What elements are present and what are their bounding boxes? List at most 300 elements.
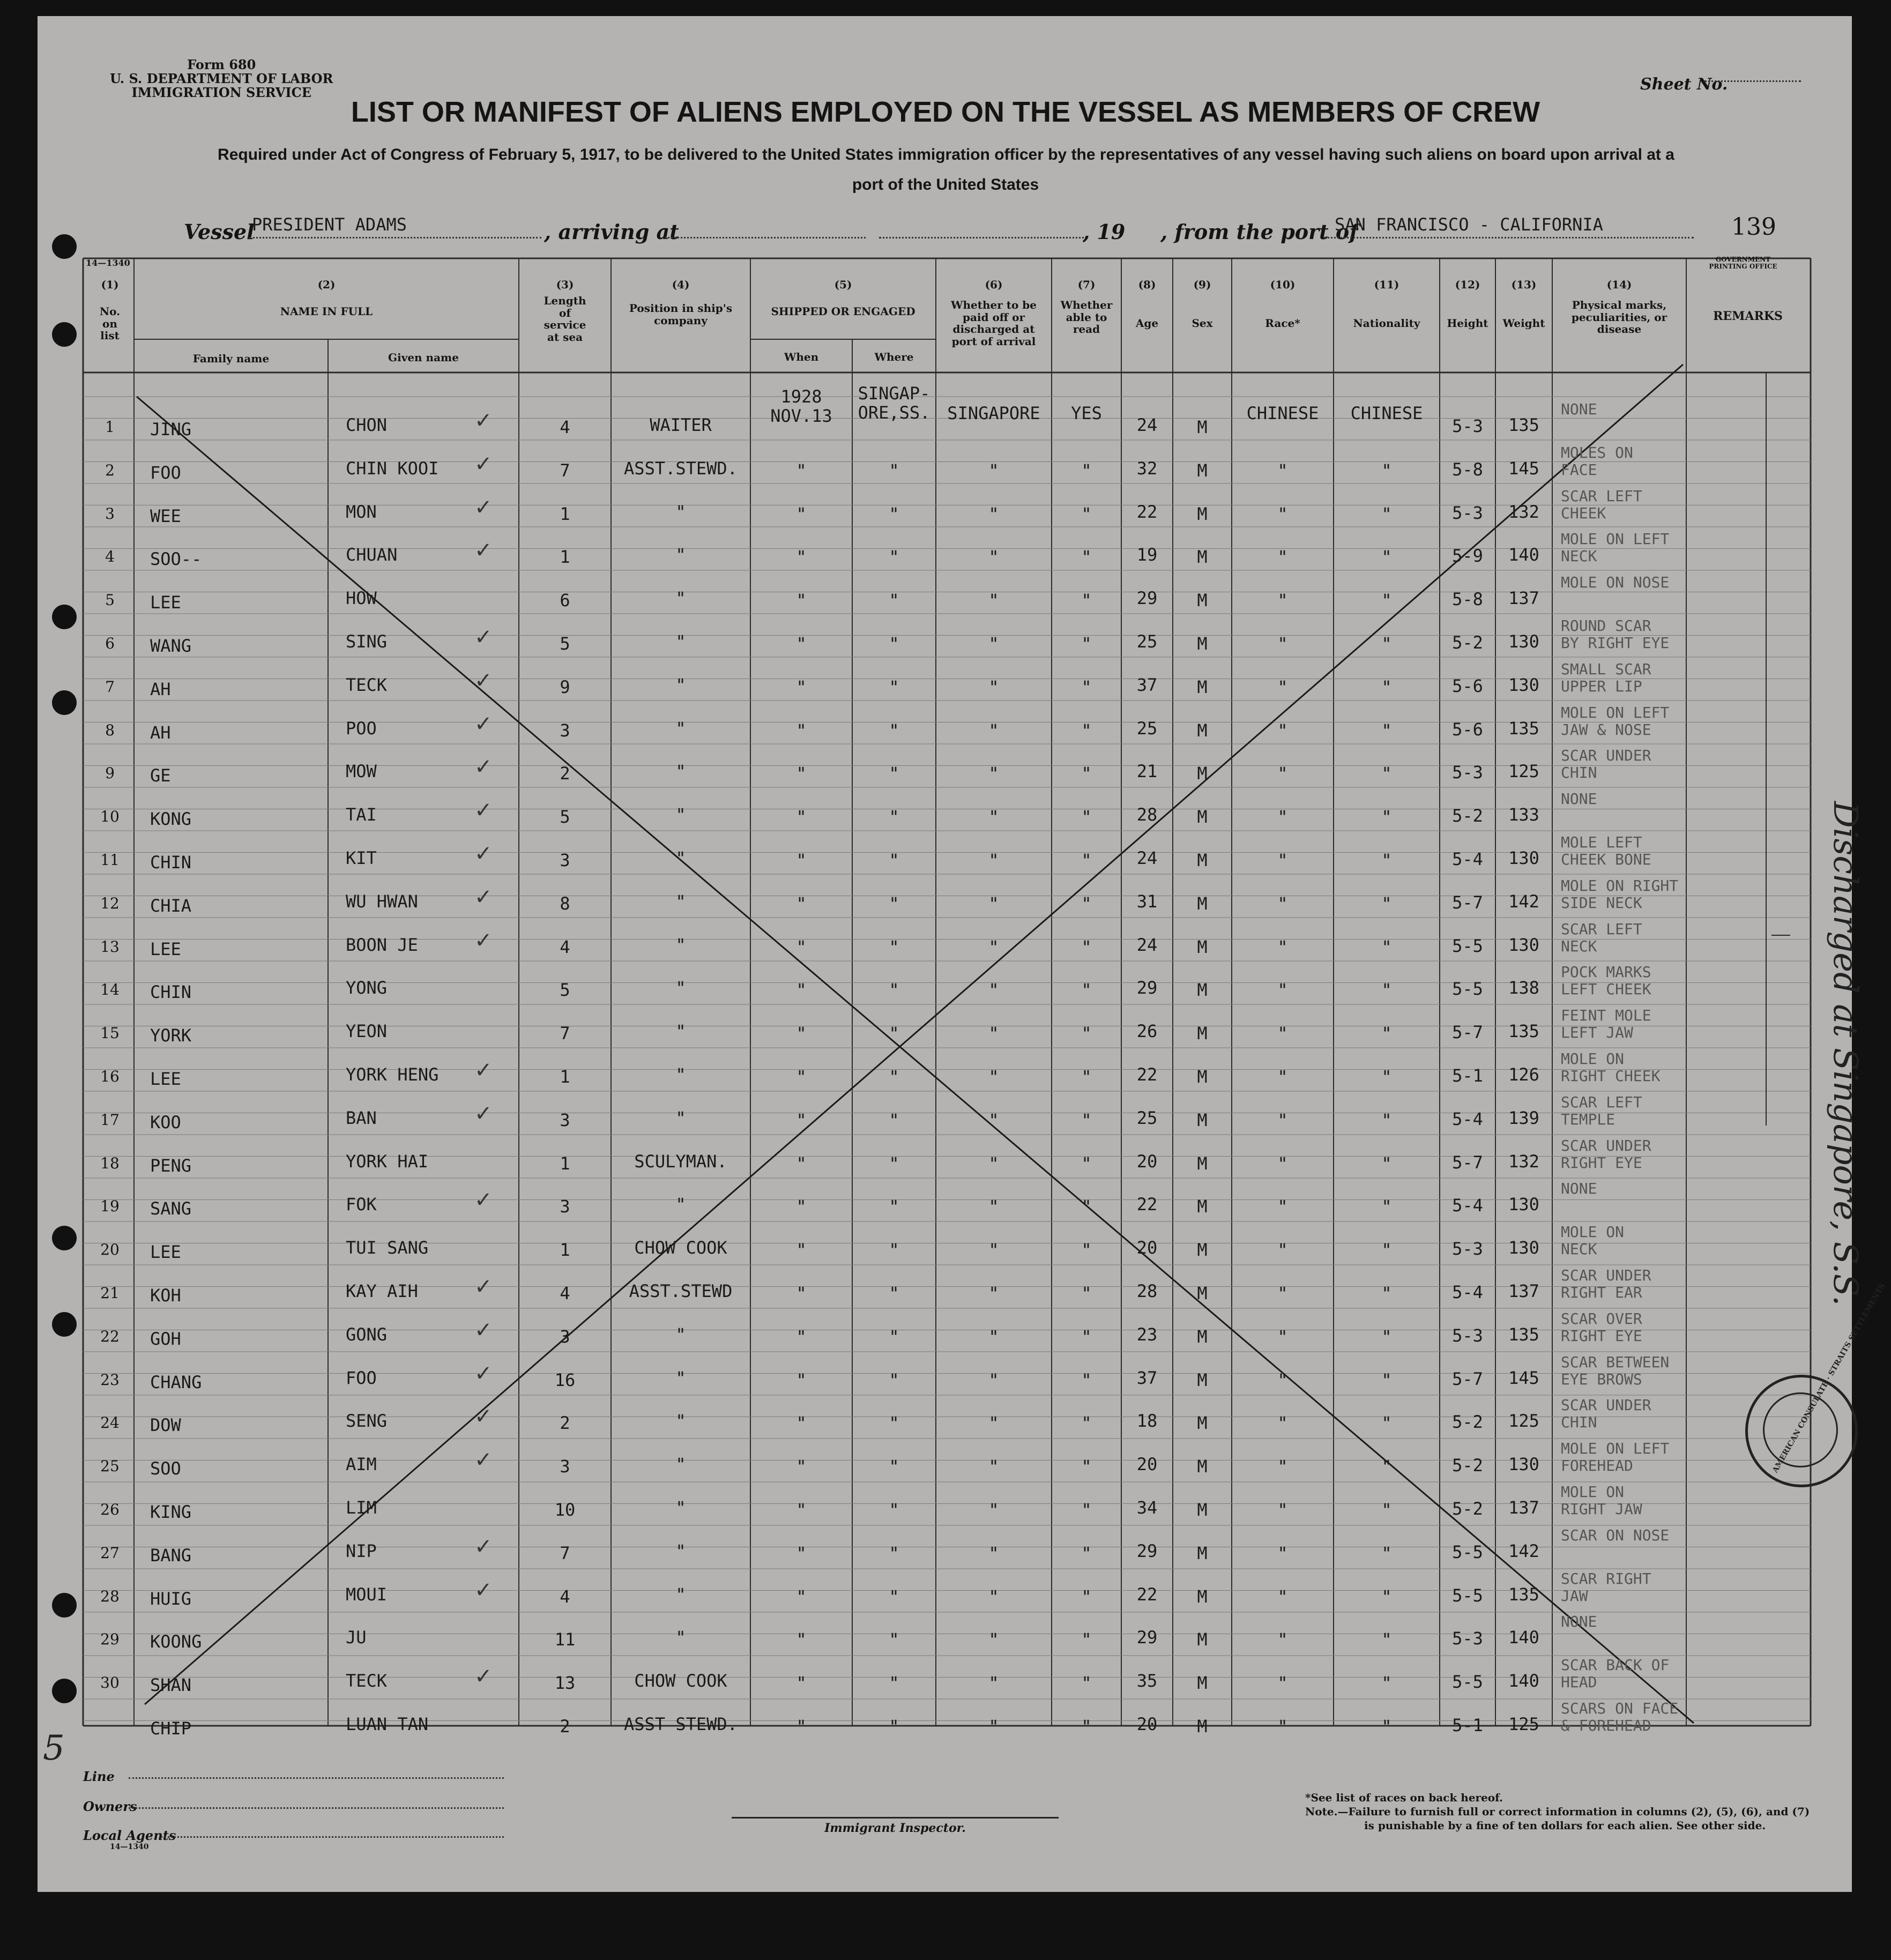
height: 5-3 [1452, 416, 1483, 436]
ditto-nationality: " [1381, 763, 1392, 784]
ditto-when: " [796, 503, 807, 524]
family-name: FOO [150, 462, 181, 483]
physical-marks-line: & FOREHEAD [1561, 1717, 1651, 1734]
ditto-race: " [1277, 1240, 1288, 1261]
physical-marks-line: BY RIGHT EYE [1561, 634, 1670, 652]
form-id-block [110, 58, 333, 100]
check-mark: ✓ [474, 451, 493, 476]
given-name: SENG [346, 1411, 388, 1432]
ditto-when: " [796, 676, 807, 697]
ditto-where: " [889, 1500, 899, 1520]
age: 22 [1136, 501, 1158, 522]
binder-hole [52, 605, 77, 629]
physical-marks [1561, 1484, 1642, 1518]
ditto-read: " [1081, 676, 1092, 697]
family-name: KOO [150, 1112, 181, 1132]
weight: 135 [1508, 1584, 1539, 1605]
family-name: CHIN [150, 852, 192, 873]
ditto-paid-off: " [988, 807, 999, 828]
agents-field[interactable] [161, 1836, 504, 1838]
physical-marks-line: SMALL SCAR [1561, 660, 1651, 678]
date-field[interactable] [879, 237, 1088, 239]
weight: 132 [1508, 1151, 1539, 1172]
ditto-where: " [889, 980, 899, 1001]
physical-marks-line: MOLE ON LEFT [1561, 1440, 1670, 1458]
family-name: HUIG [150, 1588, 192, 1609]
form-dept: U. S. DEPARTMENT OF LABOR [110, 71, 333, 86]
ditto-race: " [1277, 1629, 1288, 1650]
ditto-paid-off: " [988, 850, 999, 870]
physical-marks-line: MOLE LEFT [1561, 833, 1642, 851]
row-number: 14 [100, 981, 120, 999]
col-14-header: (14) Physical marks, peculiarities, or disease [1571, 278, 1667, 336]
ditto-nationality: " [1381, 936, 1392, 957]
family-name: CHANG [150, 1372, 202, 1392]
ditto-nationality: " [1381, 1413, 1392, 1434]
length-of-service: 1 [560, 1067, 570, 1087]
ditto-paid-off: " [988, 503, 999, 524]
given-name: MON [346, 501, 377, 522]
family-name: KING [150, 1502, 192, 1522]
ditto-when: " [796, 1326, 807, 1347]
height: 5-3 [1452, 762, 1483, 783]
height: 5-3 [1452, 1239, 1483, 1260]
ditto-paid-off: " [988, 1369, 999, 1390]
ditto-race: " [1277, 763, 1288, 784]
row-number: 13 [100, 937, 120, 956]
sex: M [1197, 460, 1208, 481]
ditto-read: " [1081, 1240, 1092, 1261]
weight: 130 [1508, 1454, 1539, 1475]
family-name: LEE [150, 1069, 181, 1089]
ditto-where: " [889, 1413, 899, 1434]
ditto-where: " [889, 1153, 899, 1174]
given-name: MOW [346, 761, 377, 782]
ditto-paid-off: " [988, 1240, 999, 1261]
physical-marks-line: NONE [1561, 790, 1597, 808]
sheet-no-label: Sheet No. [1640, 75, 1728, 94]
ditto-where: " [889, 1196, 899, 1217]
given-name: AIM [346, 1454, 377, 1475]
age: 23 [1136, 1324, 1158, 1345]
family-name: KOH [150, 1285, 181, 1306]
position-in-company: " [675, 1064, 686, 1085]
line-field[interactable] [129, 1777, 504, 1779]
height: 5-3 [1452, 1325, 1483, 1346]
ditto-race: " [1277, 893, 1288, 914]
physical-marks-line: LEFT CHEEK [1561, 980, 1651, 998]
ditto-when: " [796, 547, 807, 568]
ditto-read: " [1081, 1629, 1092, 1650]
physical-marks [1561, 617, 1669, 652]
family-name: PENG [150, 1155, 192, 1176]
position-in-company: " [675, 761, 686, 782]
ditto-read: " [1081, 1109, 1092, 1130]
row-number: 22 [100, 1327, 120, 1345]
row-number: 10 [100, 808, 120, 826]
weight: 137 [1508, 1281, 1539, 1301]
weight: 135 [1508, 1324, 1539, 1345]
ditto-paid-off: " [988, 1067, 999, 1087]
ditto-read: " [1081, 1586, 1092, 1607]
ditto-where: " [889, 1542, 899, 1563]
length-of-service: 7 [560, 460, 570, 481]
position-in-company: ASST STEWD. [624, 1714, 738, 1734]
printer-name: GOVERNMENT PRINTING OFFICE [1709, 256, 1777, 271]
row-number: 3 [105, 504, 115, 523]
ditto-when: " [796, 807, 807, 828]
sheet-no-field[interactable] [1704, 80, 1801, 82]
physical-marks-line: RIGHT JAW [1561, 1500, 1642, 1518]
ditto-where: " [889, 1283, 899, 1303]
physical-marks [1561, 444, 1633, 479]
sex: M [1197, 503, 1208, 524]
physical-marks-line: NECK [1561, 937, 1597, 955]
check-mark: ✓ [474, 928, 493, 953]
ditto-where: " [889, 676, 899, 697]
family-name: AH [150, 679, 171, 699]
position-in-company: " [675, 1584, 686, 1605]
physical-marks [1561, 661, 1651, 695]
ditto-race: " [1277, 1023, 1288, 1044]
family-name: CHIN [150, 982, 192, 1003]
position-in-company: WAITER [650, 415, 712, 435]
col-7-header: (7) Whether able to read [1060, 278, 1113, 336]
ditto-when: " [796, 590, 807, 611]
length-of-service: 2 [560, 1413, 570, 1434]
weight: 140 [1508, 1671, 1539, 1691]
height: 5-8 [1452, 589, 1483, 610]
ditto-paid-off: " [988, 634, 999, 654]
ditto-race: " [1277, 1716, 1288, 1737]
family-name: GOH [150, 1328, 181, 1349]
vessel-name[interactable]: PRESIDENT ADAMS [252, 214, 407, 235]
ditto-nationality: " [1381, 1586, 1392, 1607]
ditto-read: " [1081, 1283, 1092, 1303]
ditto-read: " [1081, 1153, 1092, 1174]
age: 32 [1136, 458, 1158, 479]
weight: 145 [1508, 1367, 1539, 1388]
ditto-paid-off: " [988, 936, 999, 957]
physical-marks [1561, 1094, 1642, 1128]
physical-marks-line: JAW [1561, 1586, 1588, 1605]
inspector-signature-line[interactable] [732, 1817, 1059, 1819]
family-name: WANG [150, 636, 192, 656]
position-in-company: " [675, 1367, 686, 1388]
ditto-where: " [889, 460, 899, 481]
ditto-where: " [889, 850, 899, 870]
physical-marks-line: SCAR LEFT [1561, 1093, 1642, 1111]
check-mark: ✓ [474, 495, 493, 520]
row-number: 18 [100, 1154, 120, 1172]
ditto-race: " [1277, 807, 1288, 828]
when-header: When [784, 351, 819, 363]
ditto-when: " [796, 1067, 807, 1087]
ditto-where: " [889, 720, 899, 741]
sex: M [1197, 1456, 1208, 1477]
owners-label: Owners [83, 1799, 137, 1814]
ditto-paid-off: " [988, 590, 999, 611]
ditto-race: " [1277, 936, 1288, 957]
physical-marks-line: FEINT MOLE [1561, 1007, 1651, 1025]
sex: M [1197, 1673, 1208, 1694]
physical-marks-line: RIGHT CHEEK [1561, 1067, 1661, 1085]
ditto-where: " [889, 936, 899, 957]
ditto-where: " [889, 1456, 899, 1477]
height: 5-7 [1452, 892, 1483, 913]
ditto-nationality: " [1381, 1283, 1392, 1303]
age: 37 [1136, 1367, 1158, 1388]
sex: M [1197, 850, 1208, 870]
check-mark: ✓ [474, 1317, 493, 1343]
col-2-header: (2) NAME IN FULL [280, 278, 373, 318]
physical-marks-line: MOLES ON [1561, 443, 1633, 461]
position-in-company: " [675, 1107, 686, 1128]
sex: M [1197, 634, 1208, 654]
length-of-service: 3 [560, 1109, 570, 1130]
check-mark: ✓ [474, 1188, 493, 1213]
given-name: TECK [346, 674, 388, 695]
length-of-service: 13 [554, 1673, 576, 1694]
physical-marks-line: CHIN [1561, 1413, 1597, 1432]
ditto-when: " [796, 1542, 807, 1563]
ditto-nationality: " [1381, 503, 1392, 524]
physical-marks-line: LEFT JAW [1561, 1024, 1633, 1042]
position-in-company: " [675, 1194, 686, 1215]
physical-marks [1561, 834, 1651, 868]
ditto-when: " [796, 893, 807, 914]
age: 28 [1136, 804, 1158, 825]
page-subtitle-1: Required under Act of Congress of February 5, 1917, to be delivered to the United States immigration officer by the representatives of any vessel having such aliens on board upon arrival at a [218, 146, 1674, 163]
ditto-race: " [1277, 1673, 1288, 1694]
position-in-company: CHOW COOK [634, 1238, 727, 1258]
given-name: MOUI [346, 1584, 388, 1605]
physical-marks [1561, 1657, 1669, 1691]
weight: 140 [1508, 1627, 1539, 1648]
ditto-read: " [1081, 1326, 1092, 1347]
height: 5-5 [1452, 1541, 1483, 1562]
physical-marks-line: NECK [1561, 1240, 1597, 1258]
arriving-field[interactable] [662, 237, 866, 239]
ditto-when: " [796, 1500, 807, 1520]
sex: M [1197, 1542, 1208, 1563]
ditto-where: " [889, 1716, 899, 1737]
position-in-company: " [675, 848, 686, 868]
ditto-when: " [796, 634, 807, 654]
weight: 130 [1508, 848, 1539, 868]
height: 5-5 [1452, 979, 1483, 1000]
ditto-when: " [796, 1369, 807, 1390]
weight: 137 [1508, 588, 1539, 609]
length-of-service: 2 [560, 1716, 570, 1737]
given-name: HOW [346, 588, 377, 609]
length-of-service: 5 [560, 980, 570, 1001]
ditto-paid-off: " [988, 460, 999, 481]
ditto-where: " [889, 1369, 899, 1390]
check-mark: ✓ [474, 408, 493, 433]
row-number: 6 [105, 635, 115, 652]
weight: 133 [1508, 804, 1539, 825]
physical-marks [1561, 1224, 1624, 1258]
port-name[interactable]: SAN FRANCISCO - CALIFORNIA [1335, 214, 1603, 235]
given-name: SING [346, 631, 388, 652]
weight: 125 [1508, 1411, 1539, 1432]
physical-marks-line: FOREHEAD [1561, 1457, 1633, 1475]
ditto-paid-off: " [988, 1196, 999, 1217]
ditto-when: " [796, 1240, 807, 1261]
inspector-label: Immigrant Inspector. [824, 1821, 966, 1835]
given-name: GONG [346, 1324, 388, 1345]
height: 5-3 [1452, 502, 1483, 523]
col-8-header: (8) Age [1135, 278, 1159, 330]
ditto-read: " [1081, 1196, 1092, 1217]
col-10-header: (10) Race* [1265, 278, 1300, 330]
col-11-header: (11) Nationality [1353, 278, 1420, 330]
position-in-company: " [675, 1454, 686, 1475]
length-of-service: 5 [560, 807, 570, 828]
length-of-service: 10 [554, 1500, 576, 1520]
sex: M [1197, 1586, 1208, 1607]
ditto-read: " [1081, 634, 1092, 654]
row-number: 24 [100, 1414, 120, 1432]
age: 24 [1136, 415, 1158, 435]
ditto-nationality: " [1381, 807, 1392, 828]
age: 25 [1136, 1107, 1158, 1128]
vessel-field [249, 237, 541, 239]
ditto-paid-off: " [988, 1153, 999, 1174]
length-of-service: 4 [560, 936, 570, 957]
age: 20 [1136, 1714, 1158, 1734]
height: 5-7 [1452, 1368, 1483, 1389]
physical-marks [1561, 488, 1642, 522]
check-mark: ✓ [474, 625, 493, 650]
position-in-company: ASST.STEWD [629, 1281, 733, 1301]
port-field [1324, 237, 1694, 239]
ditto-when: " [796, 1716, 807, 1737]
ditto-where: " [889, 634, 899, 654]
given-name: YORK HAI [346, 1151, 429, 1172]
page-title: LIST OR MANIFEST OF ALIENS EMPLOYED ON THE VESSEL AS MEMBERS OF CREW [351, 96, 1540, 128]
check-mark: ✓ [474, 711, 493, 736]
ditto-read: " [1081, 1023, 1092, 1044]
physical-marks-line: NECK [1561, 547, 1597, 565]
row-number: 28 [100, 1587, 120, 1605]
given-name: NIP [346, 1540, 377, 1561]
check-mark: ✓ [474, 798, 493, 823]
family-name: LEE [150, 938, 181, 959]
check-mark: ✓ [474, 1577, 493, 1603]
ditto-paid-off: " [988, 1283, 999, 1303]
height: 5-2 [1452, 1499, 1483, 1519]
sex: M [1197, 1326, 1208, 1347]
physical-marks-line: SCAR RIGHT [1561, 1569, 1651, 1588]
given-name: KAY AIH [346, 1281, 418, 1301]
form-number: Form 680 [187, 57, 256, 72]
ditto-when: " [796, 980, 807, 1001]
height: 5-7 [1452, 1022, 1483, 1043]
physical-marks-line: HEAD [1561, 1673, 1597, 1691]
check-mark: ✓ [474, 841, 493, 866]
ditto-nationality: " [1381, 1673, 1392, 1694]
given-name: YEON [346, 1021, 388, 1042]
ditto-paid-off: " [988, 1673, 999, 1694]
physical-marks-line: SCAR UNDER [1561, 1136, 1651, 1154]
given-name: WU HWAN [346, 891, 418, 912]
row-number: 4 [105, 548, 115, 566]
age: 24 [1136, 934, 1158, 955]
ditto-paid-off: " [988, 1413, 999, 1434]
ditto-when: " [796, 1023, 807, 1044]
age: 18 [1136, 1411, 1158, 1432]
position-in-company: " [675, 1324, 686, 1345]
ditto-race: " [1277, 634, 1288, 654]
ditto-read: " [1081, 1369, 1092, 1390]
age: 20 [1136, 1238, 1158, 1258]
physical-marks [1561, 1050, 1660, 1085]
weight: 145 [1508, 458, 1539, 479]
position-in-company: " [675, 891, 686, 912]
sex: M [1197, 1413, 1208, 1434]
sex: M [1197, 1283, 1208, 1303]
physical-marks-line: MOLE ON RIGHT [1561, 876, 1679, 895]
ditto-race: " [1277, 1542, 1288, 1563]
age: 22 [1136, 1064, 1158, 1085]
position-in-company: " [675, 1540, 686, 1561]
age: 31 [1136, 891, 1158, 912]
height: 5-2 [1452, 1412, 1483, 1433]
weight: 125 [1508, 1714, 1539, 1734]
sex: M [1197, 980, 1208, 1001]
family-name: GE [150, 765, 171, 786]
physical-marks-line: NONE [1561, 1613, 1597, 1631]
family-name-header: Family name [192, 352, 270, 365]
physical-marks [1561, 401, 1597, 418]
sex: M [1197, 1369, 1208, 1390]
age: 29 [1136, 978, 1158, 998]
col-5-header: (5) SHIPPED OR ENGAGED [771, 278, 915, 318]
ditto-when: " [796, 1586, 807, 1607]
ditto-race: " [1277, 1067, 1288, 1087]
length-of-service: 3 [560, 850, 570, 870]
physical-marks-line: POCK MARKS [1561, 963, 1651, 981]
position-in-company: " [675, 501, 686, 522]
height: 5-1 [1452, 1715, 1483, 1735]
ditto-nationality: " [1381, 850, 1392, 870]
binder-hole [52, 1593, 77, 1618]
able-to-read: YES [1071, 403, 1102, 423]
ditto-nationality: " [1381, 1629, 1392, 1650]
age: 20 [1136, 1151, 1158, 1172]
ditto-where: " [889, 1109, 899, 1130]
length-of-service: 2 [560, 763, 570, 784]
ditto-race: " [1277, 1153, 1288, 1174]
ditto-nationality: " [1381, 590, 1392, 611]
physical-marks-line: SCAR OVER [1561, 1309, 1642, 1328]
height: 5-4 [1452, 849, 1483, 869]
agents-code: 14—1340 [110, 1843, 149, 1851]
remarks-header: REMARKS [1713, 309, 1783, 323]
check-mark: ✓ [474, 1361, 493, 1386]
age: 29 [1136, 588, 1158, 609]
weight: 135 [1508, 1021, 1539, 1042]
row-number: 9 [105, 764, 115, 782]
length-of-service: 3 [560, 1326, 570, 1347]
physical-marks [1561, 964, 1651, 998]
given-name-header: Given name [388, 351, 459, 364]
physical-marks [1561, 921, 1642, 955]
ditto-nationality: " [1381, 1109, 1392, 1130]
owners-field[interactable] [129, 1807, 504, 1809]
